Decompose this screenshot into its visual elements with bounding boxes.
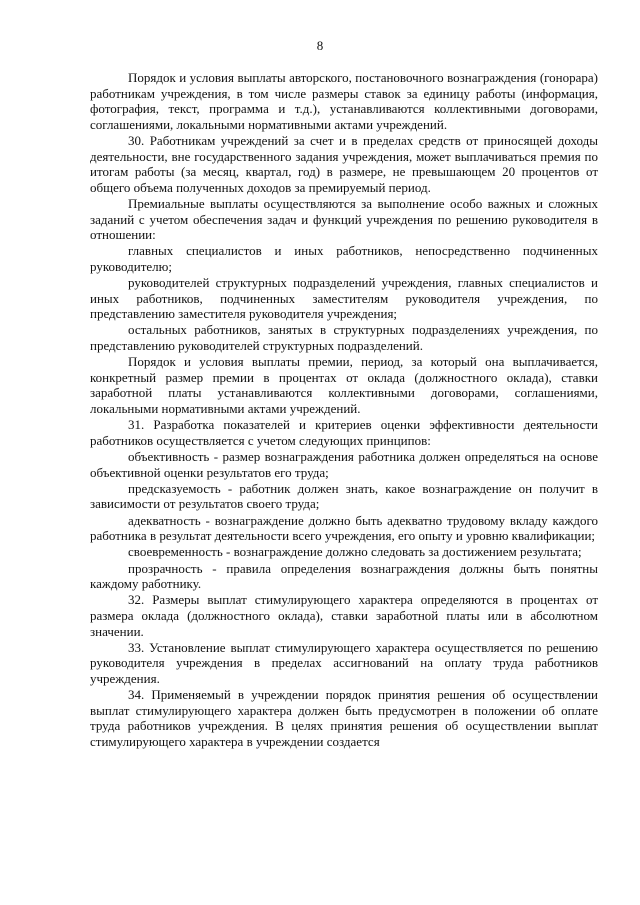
paragraph-other-employees: остальных работников, занятых в структурных подразделениях учреждения, по представлению руководителей структурных подразделений. [90,322,598,354]
paragraph-timeliness: своевременность - вознаграждение должно следовать за достижением результата; [128,544,582,560]
document-body [90,70,598,750]
paragraph-33-establishment: 33. Установление выплат стимулирующего характера осуществляется по решению руководителя учреждения в пределах ассигнований на оплату труда работников учреждения. [90,639,598,686]
paragraph-author-fee: Порядок и условия выплаты авторского, постановочного вознаграждения (гонорара) работникам учреждения, в том числе размеры ставок за единицу работы (информация, фотография, текст, программа и т.д.), устанавливаются коллективными договорами, соглашениями, локальными нормативными актами учреждений. [90,70,598,132]
page-number: 8 [316,38,324,53]
paragraph-transparency: прозрачность - правила определения вознаграждения должны быть понятны каждому работнику. [90,560,598,592]
paragraph-31-criteria: 31. Разработка показателей и критериев оценки эффективности деятельности работников осуществляется с учетом следующих принципов: [90,417,598,448]
paragraph-32-amounts: 32. Размеры выплат стимулирующего характера определяются в процентах от размера оклада (должностного оклада), ставки заработной платы или в абсолютном значении. [90,592,598,639]
paragraph-adequacy: адекватность - вознаграждение должно быть адекватно трудовому вкладу каждого работника в результат деятельности всего учреждения, его опыту и уровню квалификации; [90,512,598,544]
paragraph-predictability: предсказуемость - работник должен знать, какое вознаграждение он получит в зависимости от результатов своего труда; [90,480,598,512]
paragraph-30-premium: 30. Работникам учреждений за счет и в пределах средств от приносящей доходы деятельности, вне государственного задания учреждения, может выплачиваться премия по итогам работы (за месяц, квартал, год) в размере, не превышающем 20 процентов от общего объема полученных доходов за премируемый период. [90,132,598,195]
paragraph-premium-conditions: Порядок и условия выплаты премии, период, за который она выплачивается, конкретный размер премии в процентах от оклада (должностного оклада), ставки заработной платы устанавливаются коллективными договорами, соглашениями, локальными нормативными актами учреждений. [90,354,598,417]
paragraph-objectivity: объективность - размер вознаграждения работника должен определяться на основе объективной оценки результатов его труда; [90,449,598,480]
paragraph-unit-heads: руководителей структурных подразделений учреждения, главных специалистов и иных работников, подчиненных заместителям руководителя учреждения, по представлению заместителя руководителя учреждения; [90,275,598,322]
paragraph-chief-specialists: главных специалистов и иных работников, непосредственно подчиненных руководителю; [90,243,598,274]
paragraph-34-procedure: 34. Применяемый в учреждении порядок принятия решения об осуществлении выплат стимулирующего характера должен быть предусмотрен в положении об оплате труда работников учреждения. В целях принятия решения об осуществлении выплат стимулирующего характера в учреждении создается [90,687,598,749]
paragraph-premium-payments: Премиальные выплаты осуществляются за выполнение особо важных и сложных заданий с учетом обеспечения задач и функций учреждения по решению руководителя в отношении: [90,195,598,243]
